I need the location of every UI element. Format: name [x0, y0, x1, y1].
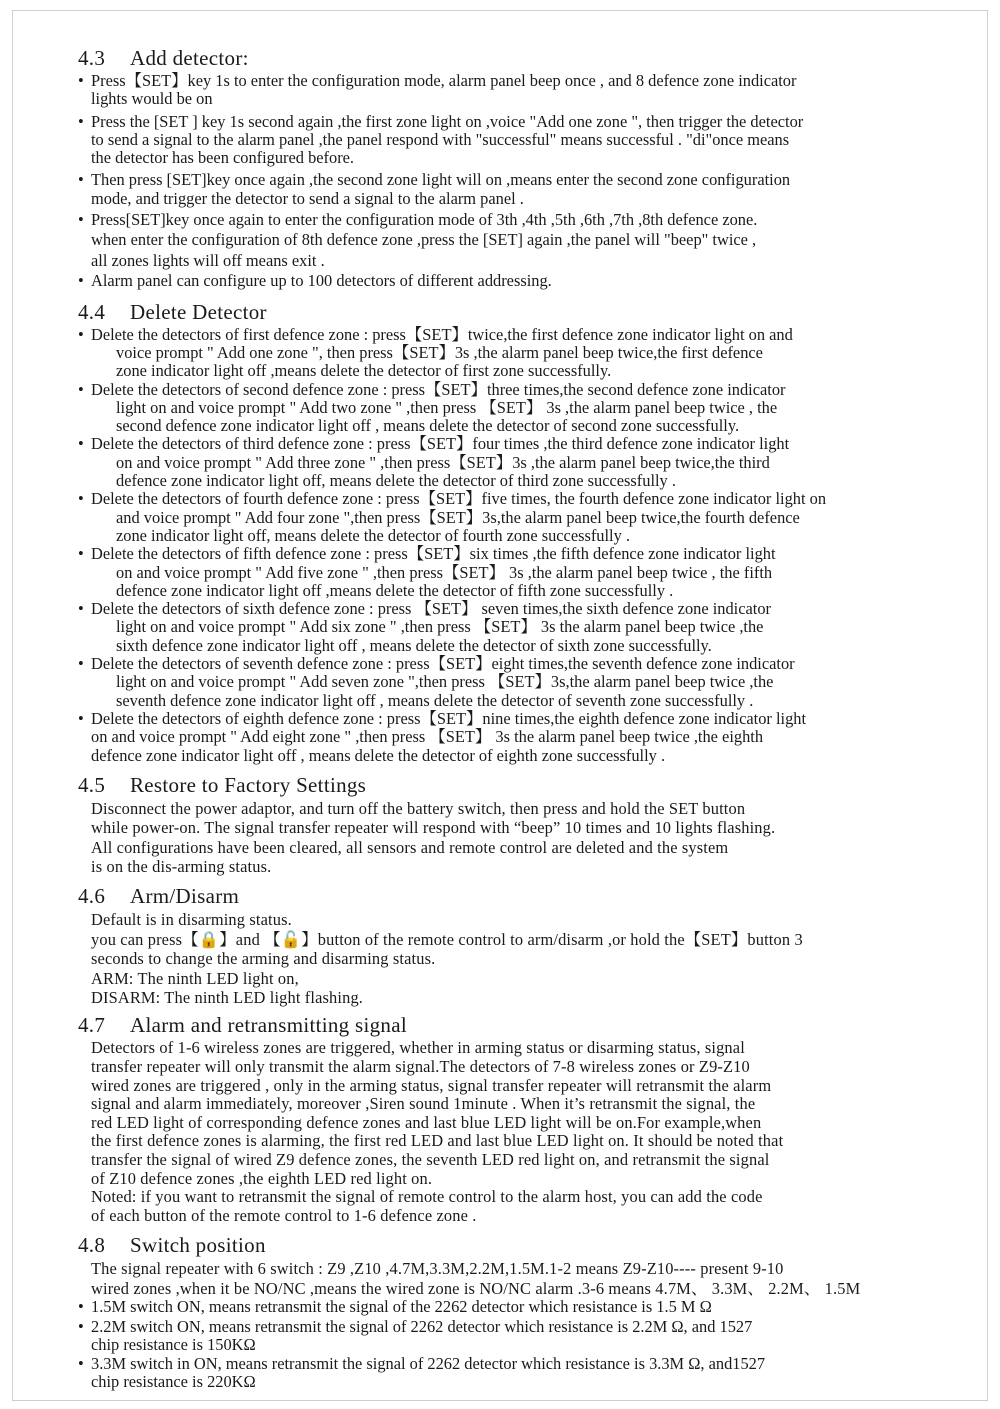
- list-item: [78, 326, 958, 381]
- text-line: • Delete the detectors of first defence zone : press【SET】twice,the first defence zone indicator light on and: [91, 324, 793, 344]
- text-line: • Then press [SET]key once again ,the second zone light will on ,means enter the second zone configuration: [91, 170, 791, 190]
- list-item: [78, 1298, 958, 1316]
- list-item: [78, 545, 958, 600]
- text-line: when enter the configuration of 8th defence zone ,press the [SET] again ,the panel will "beep" twice ,: [91, 230, 757, 250]
- section-switch-position: [78, 1233, 958, 1391]
- text-line: • 2.2M switch ON, means retransmit the signal of 2262 detector which resistance is 2.2M Ω, and 1527: [91, 1316, 753, 1336]
- section-heading: [78, 46, 958, 70]
- paragraph: [78, 1259, 958, 1298]
- section-number: 4.4: [78, 299, 106, 324]
- list-item: [78, 381, 958, 436]
- text-line: Detectors of 1-6 wireless zones are triggered, whether in arming status or disarming status, signal: [91, 1038, 745, 1058]
- text-line: • Delete the detectors of seventh defence zone : press【SET】eight times,the seventh defence zone indicator: [91, 654, 795, 674]
- paragraph: [78, 1039, 958, 1225]
- section-number: 4.3: [78, 46, 106, 70]
- text-line: signal and alarm immediately, moreover ,Siren sound 1minute . When it’s retransmit the signal, the: [91, 1094, 756, 1114]
- text-line: defence zone indicator light off, means delete the detector of third zone successfully .: [116, 471, 676, 491]
- manual-page: [78, 46, 958, 1398]
- section-add-detector: [78, 46, 958, 291]
- text-line: • 3.3M switch in ON, means retransmit the signal of 2262 detector which resistance is 3.3M Ω, and1527: [91, 1354, 766, 1374]
- text-line: • Press[SET]key once again to enter the configuration mode of 3th ,4th ,5th ,6th ,7th ,8th defence zone.: [91, 210, 758, 230]
- list-item: [78, 113, 958, 168]
- text-line: is on the dis-arming status.: [91, 857, 272, 877]
- section-delete-detector: [78, 300, 958, 765]
- section-title: Restore to Factory Settings: [130, 772, 367, 797]
- section-number: 4.8: [78, 1233, 106, 1258]
- text-line: and voice prompt " Add four zone ",then press【SET】3s,the alarm panel beep twice,the fourth defence: [116, 507, 800, 527]
- list-item: [78, 490, 958, 545]
- text-line: defence zone indicator light off , means delete the detector of eighth zone successfully .: [91, 745, 666, 765]
- section-number: 4.7: [78, 1013, 106, 1038]
- list-item: [78, 435, 958, 490]
- text-line: • Alarm panel can configure up to 100 detectors of different addressing.: [91, 271, 552, 291]
- section-title: Switch position: [130, 1233, 266, 1258]
- text-line: lights would be on: [91, 89, 213, 109]
- text-line: transfer repeater will only transmit the alarm signal.The detectors of 7-8 wireless zones or Z9-Z10: [91, 1057, 750, 1077]
- section-heading: [78, 773, 958, 797]
- text-line: ARM: The ninth LED light on,: [91, 968, 299, 988]
- text-line: The signal repeater with 6 switch : Z9 ,Z10 ,4.7M,3.3M,2.2M,1.5M.1-2 means Z9-Z10---- present 9-10: [91, 1259, 784, 1279]
- text-line: • Delete the detectors of fifth defence zone : press【SET】six times ,the fifth defence zone indicator light: [91, 544, 776, 564]
- section-arm-disarm: [78, 884, 958, 1007]
- text-line: on and voice prompt " Add three zone " ,then press【SET】3s ,the alarm panel beep twice,the third: [116, 452, 770, 472]
- section-number: 4.5: [78, 772, 106, 797]
- text-line: All configurations have been cleared, all sensors and remote control are deleted and the system: [91, 837, 729, 857]
- list-item: [78, 655, 958, 710]
- text-line: Default is in disarming status.: [91, 910, 292, 930]
- text-line: light on and voice prompt " Add two zone " ,then press 【SET】 3s ,the alarm panel beep twice , the: [116, 397, 778, 417]
- text-line: second defence zone indicator light off , means delete the detector of second zone successfully.: [116, 416, 740, 436]
- section-factory-reset: [78, 773, 958, 877]
- text-line: • Delete the detectors of eighth defence zone : press【SET】nine times,the eighth defence zone indicator light: [91, 708, 807, 728]
- text-line: on and voice prompt " Add five zone " ,then press【SET】 3s ,the alarm panel beep twice , the fifth: [116, 562, 773, 582]
- text-line: wired zones are triggered , only in the arming status, signal transfer repeater will retransmit the alarm: [91, 1075, 772, 1095]
- text-line: all zones lights will off means exit .: [91, 251, 325, 271]
- text-line: red LED light of corresponding defence zones and last blue LED light will be on.For example,when: [91, 1112, 762, 1132]
- text-line: transfer the signal of wired Z9 defence zones, the seventh LED red light on, and retransmit the signal: [91, 1150, 770, 1170]
- text-line: of each button of the remote control to 1-6 defence zone .: [91, 1205, 477, 1225]
- text-line: chip resistance is 220KΩ: [91, 1372, 256, 1392]
- text-line: mode, and trigger the detector to send a signal to the alarm panel .: [91, 188, 524, 208]
- text-line: • Delete the detectors of fourth defence zone : press【SET】five times, the fourth defence zone indicator light on: [91, 489, 827, 509]
- text-line: to send a signal to the alarm panel ,the panel respond with "successful" means successful . "di"once means: [91, 129, 790, 149]
- text-line: • Press【SET】key 1s to enter the configuration mode, alarm panel beep once , and 8 defence zone indicator: [91, 71, 797, 90]
- paragraph: [78, 799, 958, 877]
- section-heading: [78, 300, 958, 324]
- section-heading: [78, 884, 958, 908]
- list-item: [78, 1318, 958, 1355]
- text-line: while power-on. The signal transfer repeater will respond with “beep” 10 times and 10 lights flashing.: [91, 818, 776, 838]
- text-line: DISARM: The ninth LED light flashing.: [91, 988, 364, 1008]
- section-number: 4.6: [78, 884, 106, 909]
- text-line: • Delete the detectors of sixth defence zone : press 【SET】 seven times,the sixth defence zone indicator: [91, 599, 771, 619]
- section-heading: [78, 1013, 958, 1037]
- text-line: • Delete the detectors of second defence zone : press【SET】three times,the second defence zone indicator: [91, 379, 786, 399]
- text-line: voice prompt " Add one zone ", then press【SET】3s ,the alarm panel beep twice,the first defence: [116, 342, 763, 362]
- list-item: [78, 171, 958, 208]
- text-line: • 1.5M switch ON, means retransmit the signal of the 2262 detector which resistance is 1.5 M Ω: [91, 1297, 712, 1317]
- text-line: zone indicator light off, means delete the detector of fourth zone successfully .: [116, 525, 630, 545]
- section-title: Alarm and retransmitting signal: [130, 1013, 407, 1038]
- list-item: [78, 600, 958, 655]
- text-line: the first defence zones is alarming, the first red LED and last blue LED light on. It should be noted that: [91, 1131, 784, 1151]
- list-item: [78, 710, 958, 765]
- section-heading: [78, 1233, 958, 1257]
- text-line: defence zone indicator light off ,means delete the detector of fifth zone successfully .: [116, 580, 674, 600]
- list-item: [78, 272, 958, 290]
- text-line: you can press【🔒】and 【🔓】button of the remote control to arm/disarm ,or hold the【SET】button 3: [91, 929, 803, 949]
- text-line: • Delete the detectors of third defence zone : press【SET】four times ,the third defence zone indicator light: [91, 434, 790, 454]
- text-line: sixth defence zone indicator light off , means delete the detector of sixth zone successfully.: [116, 635, 712, 655]
- text-line: zone indicator light off ,means delete the detector of first zone successfully.: [116, 361, 612, 381]
- text-line: Disconnect the power adaptor, and turn off the battery switch, then press and hold the SET button: [91, 798, 746, 818]
- text-line: on and voice prompt " Add eight zone " ,then press 【SET】 3s the alarm panel beep twice ,the eighth: [91, 727, 764, 747]
- text-line: the detector has been configured before.: [91, 148, 355, 168]
- text-line: • Press the [SET ] key 1s second again ,the first zone light on ,voice "Add one zone ", then trigger the detector: [91, 111, 804, 131]
- section-title: Add detector:: [130, 46, 249, 70]
- section-title: Delete Detector: [130, 299, 267, 324]
- text-line: light on and voice prompt " Add seven zone ",then press 【SET】3s,the alarm panel beep twice ,the: [116, 672, 774, 692]
- text-line: light on and voice prompt " Add six zone " ,then press 【SET】 3s the alarm panel beep twice ,the: [116, 617, 764, 637]
- text-line: of Z10 defence zones ,the eighth LED red light on.: [91, 1168, 433, 1188]
- text-line: Noted: if you want to retransmit the signal of remote control to the alarm host, you can add the code: [91, 1187, 763, 1207]
- text-line: seconds to change the arming and disarming status.: [91, 949, 436, 969]
- section-title: Arm/Disarm: [130, 884, 240, 909]
- text-line: chip resistance is 150KΩ: [91, 1334, 256, 1354]
- section-alarm-retransmit: [78, 1013, 958, 1225]
- list-item: [78, 72, 958, 109]
- text-line: wired zones ,when it be NO/NC ,means the wired zone is NO/NC alarm .3-6 means 4.7M、 3.3M、 2.2M、 1.5M: [91, 1278, 861, 1298]
- list-item: [78, 1355, 958, 1392]
- paragraph: [78, 910, 958, 1007]
- text-line: seventh defence zone indicator light off , means delete the detector of seventh zone successfully .: [116, 690, 754, 710]
- list-item: [78, 211, 958, 271]
